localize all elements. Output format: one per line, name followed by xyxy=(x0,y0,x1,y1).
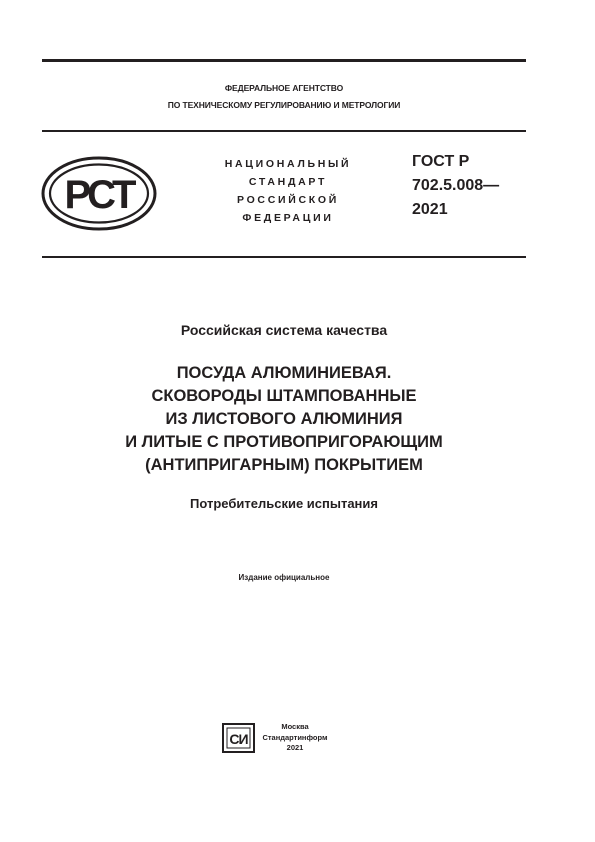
national-line-4: ФЕДЕРАЦИИ xyxy=(242,212,334,224)
title-line-3: ИЗ ЛИСТОВОГО АЛЮМИНИЯ xyxy=(165,410,403,428)
rst-logo-icon xyxy=(40,155,158,232)
title-line-5: (АНТИПРИГАРНЫМ) ПОКРЫТИЕМ xyxy=(145,456,423,474)
header-rule-upper xyxy=(42,130,526,132)
quality-system-label: Российская система качества xyxy=(180,322,388,338)
rst-logo-text: РСТ xyxy=(64,173,134,217)
gost-line-1: ГОСТ Р xyxy=(412,153,470,170)
publisher-name: Стандартинформ xyxy=(262,732,328,742)
national-line-2: СТАНДАРТ xyxy=(248,176,328,188)
gost-number-block xyxy=(412,150,499,222)
edition-label: Издание официальное xyxy=(238,573,330,582)
standartinform-logo-icon xyxy=(222,723,255,753)
gost-line-2: 702.5.008— xyxy=(412,177,500,194)
gost-line-3: 2021 xyxy=(412,201,448,218)
national-standard-block xyxy=(198,155,378,227)
national-line-1: НАЦИОНАЛЬНЫЙ xyxy=(224,158,352,170)
publisher-city: Москва xyxy=(281,722,309,731)
standartinform-logo-text: СИ xyxy=(229,731,248,747)
title-line-2: СКОВОРОДЫ ШТАМПОВАННЫЕ xyxy=(151,387,417,405)
title-line-4: И ЛИТЫЕ С ПРОТИВОПРИГОРАЮЩИМ xyxy=(125,433,443,451)
top-rule xyxy=(42,59,526,62)
agency-line-1: ФЕДЕРАЛЬНОЕ АГЕНТСТВО xyxy=(224,83,344,93)
title-line-1: ПОСУДА АЛЮМИНИЕВАЯ. xyxy=(176,364,392,382)
national-line-3: РОССИЙСКОЙ xyxy=(237,194,339,206)
document-title xyxy=(42,362,526,477)
agency-line-2: ПО ТЕХНИЧЕСКОМУ РЕГУЛИРОВАНИЮ И МЕТРОЛОГИИ xyxy=(167,100,401,110)
header-rule-lower xyxy=(42,256,526,258)
publisher-info xyxy=(262,722,328,754)
publisher-year: 2021 xyxy=(286,743,304,752)
document-subtitle: Потребительские испытания xyxy=(190,496,378,511)
